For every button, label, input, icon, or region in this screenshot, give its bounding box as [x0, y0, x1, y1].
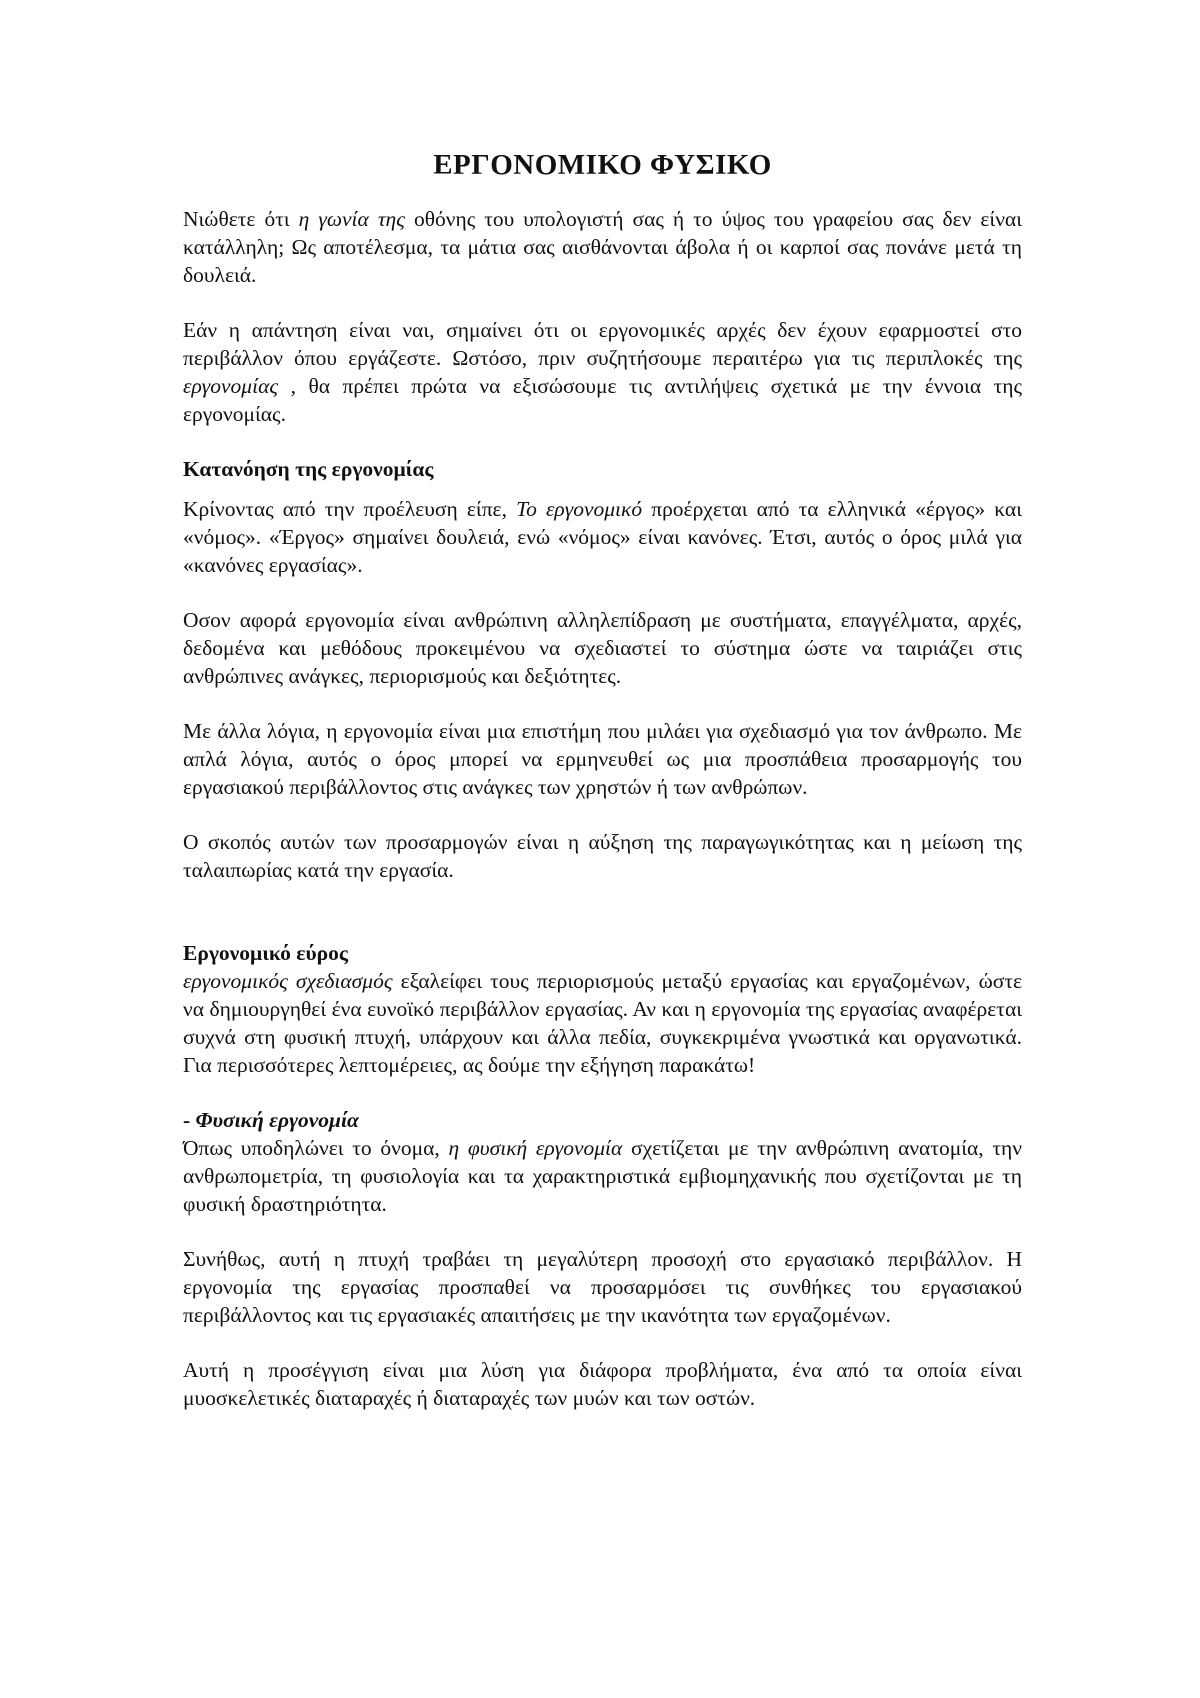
text-run: , θα πρέπει πρώτα να εξισώσουμε τις αντιλήψεις σχετικά με την έννοια της εργονομίας.	[183, 373, 1022, 426]
text-run: Εάν η απάντηση είναι ναι, σημαίνει ότι οι εργονομικές αρχές δεν έχουν εφαρμοστεί στο περιβάλλον όπου εργάζεστε. Ωστόσο, πριν συζητήσουμε περαιτέρω για τις περιπλοκές της	[183, 317, 1022, 370]
text-run: προέρχεται από τα ελληνικά «έργος» και «νόμος». «Έργος» σημαίνει δουλειά, ενώ «νόμος» είναι κανόνες. Έτσι, αυτός ο όρος μιλά για «κανόνες εργασίας».	[183, 496, 1022, 577]
text-run: οθόνης του υπολογιστή σας ή το ύψος του γραφείου σας δεν είναι κατάλληλη; Ως αποτέλεσμα, τα μάτια σας αισθάνονται άβολα ή οι καρποί σας πονάνε μετά τη δουλειά.	[183, 206, 1022, 287]
text-run: εξαλείφει τους περιορισμούς μεταξύ εργασίας και εργαζομένων, ώστε να δημιουργηθεί ένα ευνοϊκό περιβάλλον εργασίας. Αν και η εργονομία της εργασίας αναφέρεται συχνά στη φυσική πτυχή, υπάρχουν και άλλα πεδία, συγκεκριμένα γνωστικά και οργανωτικά. Για περισσότερες λεπτομέρειες, ας δούμε την εξήγηση παρακάτω!	[183, 968, 1022, 1077]
italic-run: Το εργονομικό	[516, 496, 643, 521]
section-heading-physical-ergonomics	[183, 1106, 1022, 1134]
text-run: σχετίζεται με την ανθρώπινη ανατομία, την ανθρωπομετρία, τη φυσιολογία και τα χαρακτηριστικά εμβιομηχανικής που σχετίζονται με τη φυσική δραστηριότητα.	[183, 1135, 1022, 1216]
section2-paragraph-1	[183, 967, 1022, 1079]
text-run: Νιώθετε ότι	[183, 206, 299, 231]
intro-paragraph-1	[183, 205, 1022, 289]
document-title: ΕΡΓΟΝΟΜΙΚΟ ΦΥΣΙΚΟ	[433, 149, 772, 181]
heading-dash: -	[183, 1107, 196, 1132]
section1-paragraph-1	[183, 495, 1022, 579]
section3-paragraph-2: Συνήθως, αυτή η πτυχή τραβάει τη μεγαλύτερη προσοχή στο εργασιακό περιβάλλον. Η εργονομία της εργασίας προσπαθεί να προσαρμόσει τις συνθήκες του εργασιακού περιβάλλοντος και τις εργασιακές απαιτήσεις με την ικανότητα των εργαζομένων.	[183, 1246, 1022, 1327]
text-run: Κρίνοντας από την προέλευση είπε,	[183, 496, 517, 521]
section1-paragraph-3: Με άλλα λόγια, η εργονομία είναι μια επιστήμη που μιλάει για σχεδιασμό για τον άνθρωπο. Με απλά λόγια, αυτός ο όρος μπορεί να ερμηνευθεί ως μια προσπάθεια προσαρμογής του εργασιακού περιβάλλοντος στις ανάγκες των χρηστών ή των ανθρώπων.	[183, 718, 1022, 799]
italic-run: εργονομίας	[183, 373, 279, 398]
section-heading-scope: Εργονομικό εύρος	[183, 940, 348, 965]
section3-paragraph-3: Αυτή η προσέγγιση είναι μια λύση για διάφορα προβλήματα, ένα από τα οποία είναι μυοσκελετικές διαταραχές ή διαταραχές των μυών και των οστών.	[183, 1357, 1022, 1410]
section3-paragraph-1	[183, 1134, 1022, 1218]
intro-paragraph-2	[183, 316, 1022, 428]
italic-run: η φυσική εργονομία	[448, 1135, 623, 1160]
italic-run: η γωνία της	[298, 206, 405, 231]
text-run: Όπως υποδηλώνει το όνομα,	[183, 1135, 449, 1160]
section1-paragraph-2: Οσον αφορά εργονομία είναι ανθρώπινη αλληλεπίδραση με συστήματα, επαγγέλματα, αρχές, δεδομένα και μεθόδους προκειμένου να σχεδιαστεί το σύστημα ώστε να ταιριάζει στις ανθρώπινες ανάγκες, περιορισμούς και δεξιότητες.	[183, 607, 1022, 688]
heading-italic-text: Φυσική εργονομία	[195, 1107, 359, 1132]
section1-paragraph-4: Ο σκοπός αυτών των προσαρμογών είναι η αύξηση της παραγωγικότητας και η μείωση της ταλαιπωρίας κατά την εργασία.	[183, 829, 1022, 882]
section-heading-understanding: Κατανόηση της εργονομίας	[183, 456, 434, 481]
italic-run: εργονομικός σχεδιασμός	[183, 968, 393, 993]
